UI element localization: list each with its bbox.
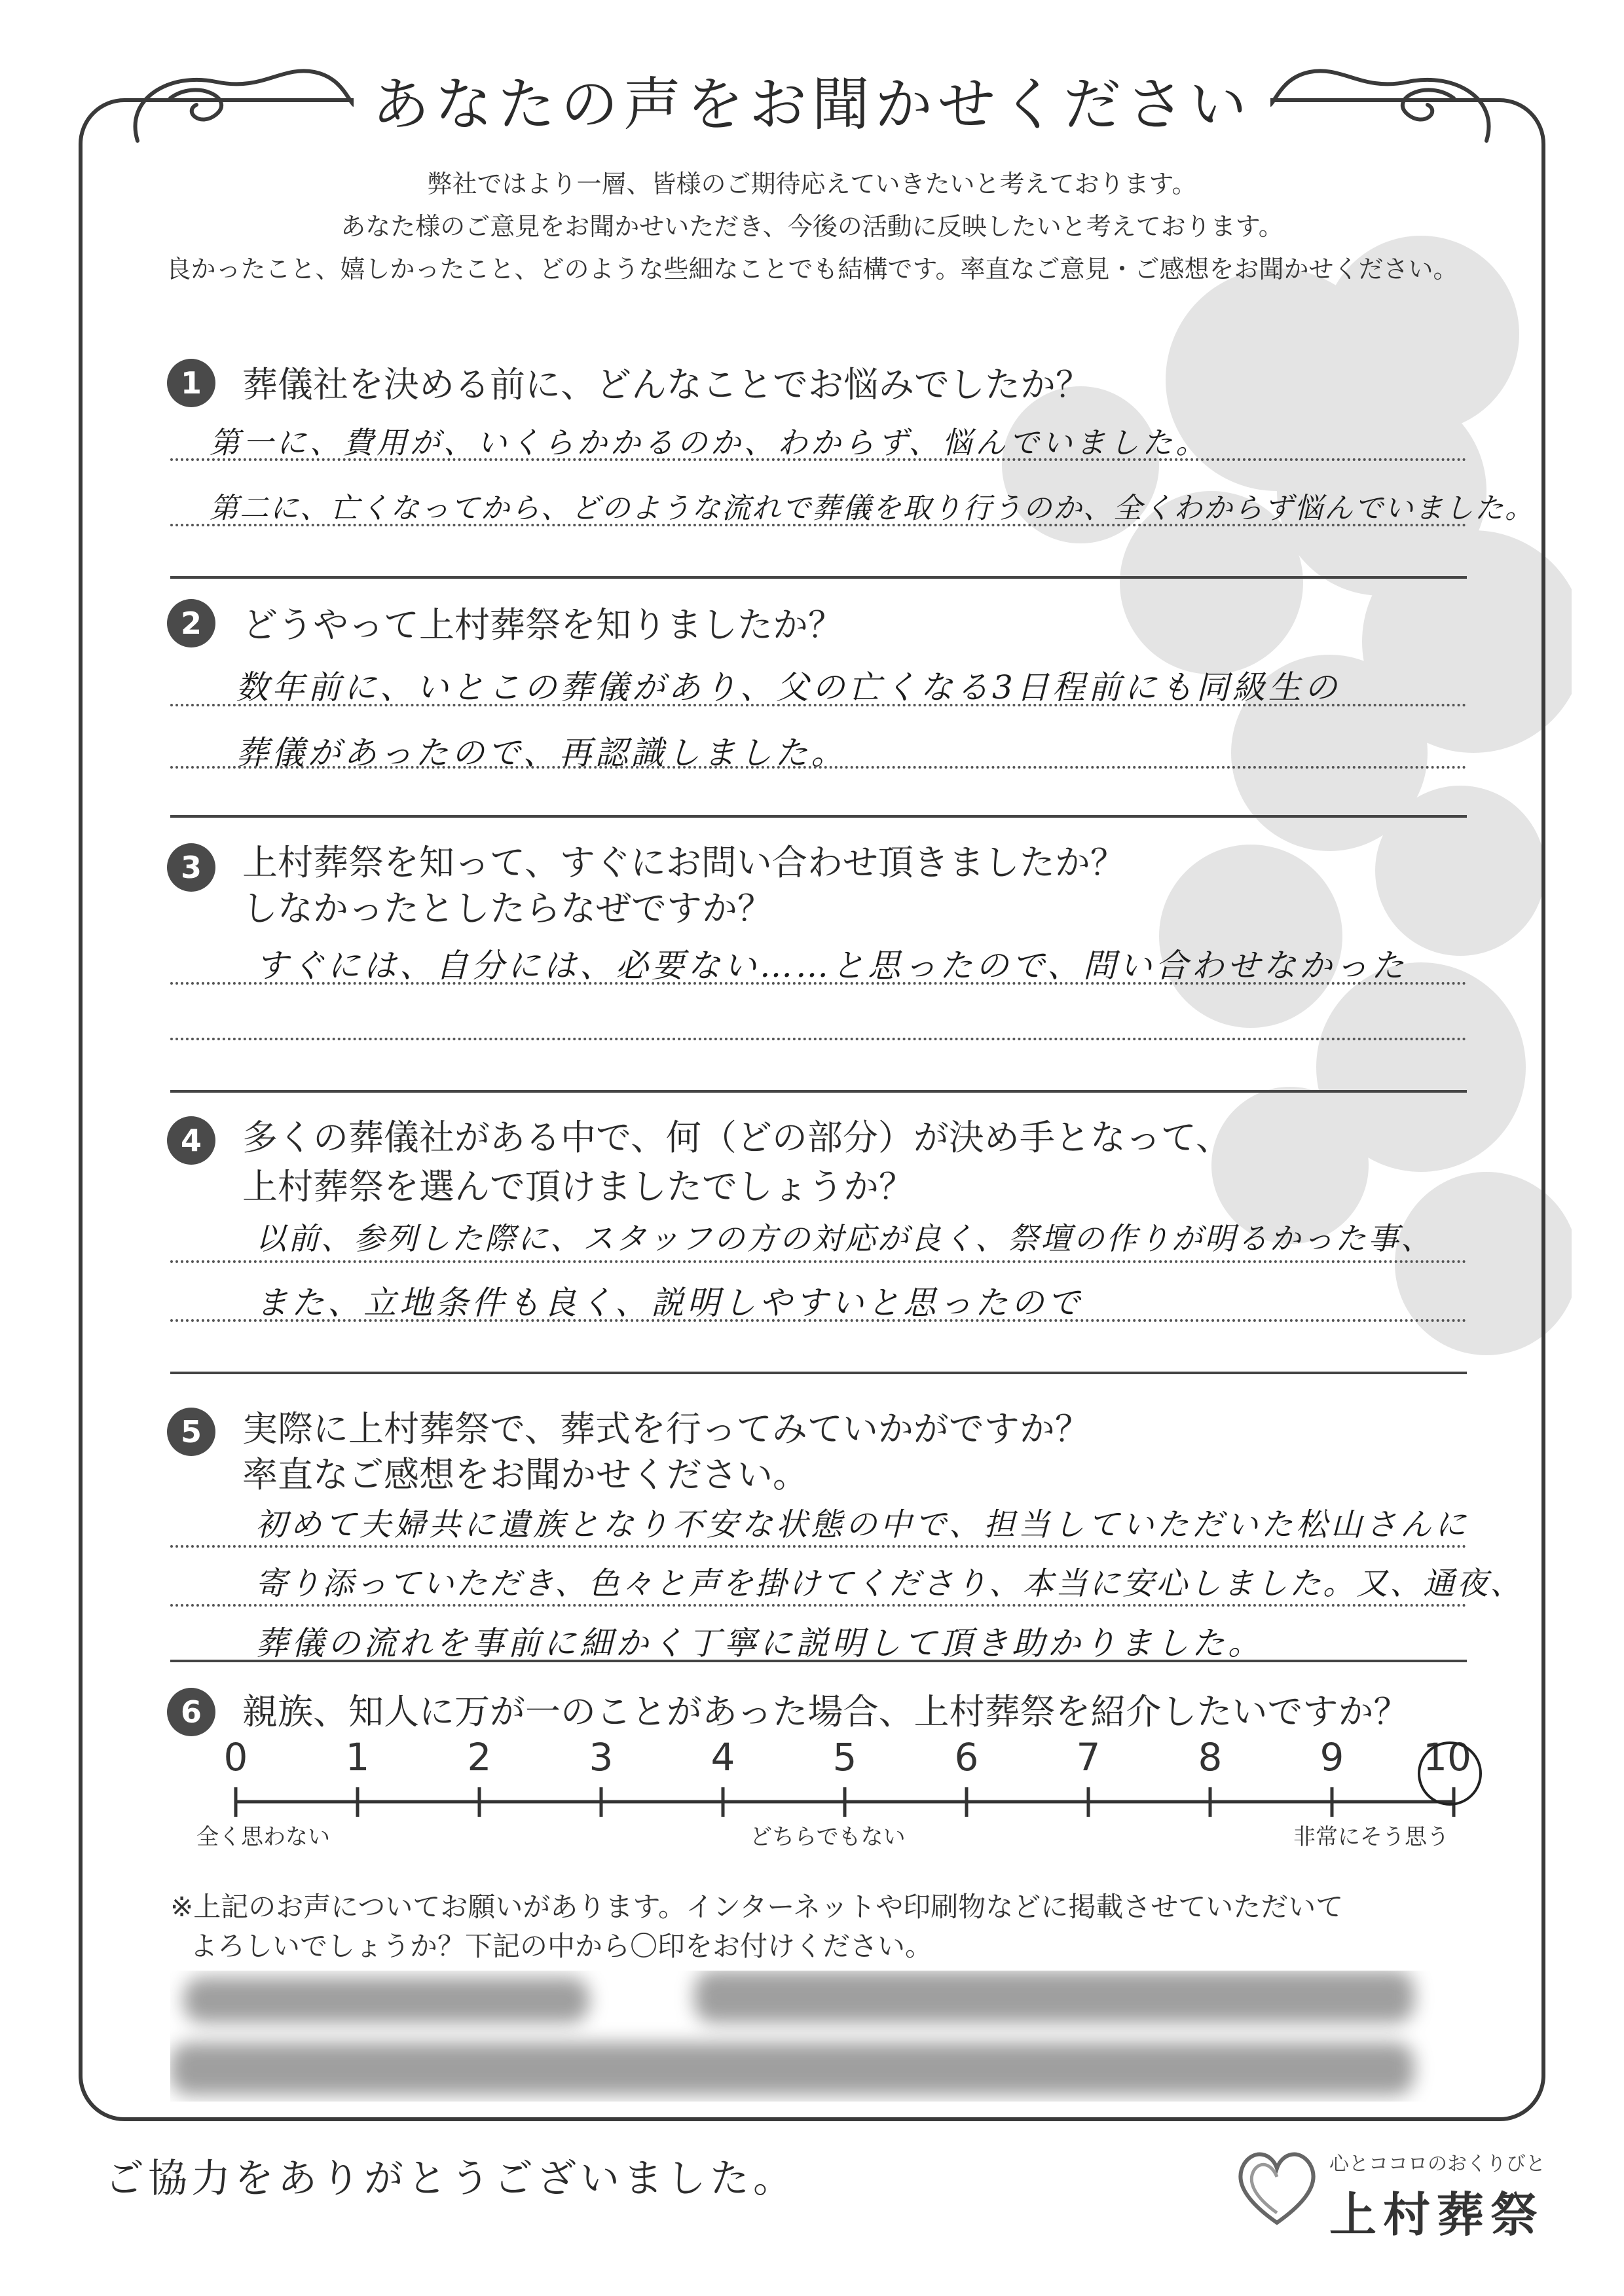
- question-number-4: 4: [167, 1116, 215, 1165]
- question-6-text: 親族、知人に万が一のことがあった場合、上村葬祭を紹介したいですか？: [242, 1691, 1409, 1732]
- scale-value: 6: [954, 1735, 979, 1779]
- question-2-text: どうやって上村葬祭を知りましたか？: [242, 604, 843, 646]
- answer-4-line-1: 以前、参列した際に、スタッフの方の対応が良く、祭壇の作りが明るかった事、: [255, 1221, 1434, 1257]
- scale-value: 8: [1198, 1735, 1223, 1779]
- answer-rule: [170, 524, 1467, 526]
- answer-rule: [170, 1038, 1467, 1040]
- answer-5-line-1: 初めて夫婦共に遺族となり不安な状態の中で、担当していただいた松山さんに: [255, 1506, 1470, 1543]
- question-3-text: 上村葬祭を知って、すぐにお問い合わせ頂きましたか？: [242, 842, 1126, 883]
- answer-rule: [170, 1604, 1467, 1607]
- section-divider: [170, 815, 1467, 818]
- scale-value: 2: [467, 1735, 492, 1779]
- scale-value: 7: [1076, 1735, 1101, 1779]
- intro-line: 良かったこと、嬉しかったこと、どのような些細なことでも結構です。率直なご意見・ご感想をお聞かせください。: [166, 255, 1458, 283]
- answer-rule: [170, 1319, 1467, 1322]
- logo-company-name: 上村葬祭: [1329, 2187, 1545, 2242]
- selected-rating-circle: [1418, 1741, 1482, 1806]
- answer-rule: [170, 1260, 1467, 1263]
- answer-rule: [170, 458, 1467, 461]
- logo-tagline: 心とココロのおくりびと: [1329, 2153, 1545, 2176]
- scale-value: 9: [1320, 1735, 1344, 1779]
- section-divider: [170, 1372, 1467, 1374]
- answer-3-line-1: すぐには、自分には、必要ない……と思ったので、問い合わせなかった: [255, 947, 1407, 985]
- answer-4-line-2: また、立地条件も良く、説明しやすいと思ったので: [255, 1284, 1083, 1322]
- question-number-6: 6: [167, 1688, 215, 1736]
- intro-line: 弊社ではより一層、皆様のご期待応えていきたいと考えております。: [427, 170, 1197, 198]
- scale-value: 3: [589, 1735, 614, 1779]
- answer-2-line-1: 数年前に、いとこの葬儀があり、父の亡くなる3日程前にも同級生の: [236, 668, 1340, 706]
- scale-value: 4: [710, 1735, 735, 1779]
- question-4-text: 上村葬祭を選んで頂けましたでしょうか？: [242, 1166, 914, 1207]
- scale-label-high: 非常にそう思う: [1293, 1824, 1449, 1850]
- question-4-text: 多くの葬儀社がある中で、何（どの部分）が決め手となって、: [242, 1117, 1231, 1158]
- scale-label-mid: どちらでもない: [750, 1824, 906, 1850]
- heart-logo-icon: [1231, 2141, 1323, 2232]
- answer-rule: [170, 982, 1467, 985]
- question-number-2: 2: [167, 599, 215, 647]
- consent-note: よろしいでしょうか？下記の中から〇印をお付けください。: [190, 1930, 933, 1962]
- question-number-3: 3: [167, 843, 215, 892]
- scale-value: 0: [223, 1735, 248, 1779]
- scale-value: 10: [1423, 1735, 1471, 1779]
- answer-1-line-2: 第二に、亡くなってから、どのような流れで葬儀を取り行うのか、全くわからず悩んでいました。: [210, 492, 1535, 525]
- intro-line: あなた様のご意見をお聞かせいただき、今後の活動に反映したいと考えております。: [341, 212, 1283, 241]
- scale-label-low: 全く思わない: [196, 1824, 330, 1850]
- answer-2-line-2: 葬儀があったので、再認識しました。: [236, 734, 847, 772]
- scale-value: 1: [345, 1735, 370, 1779]
- section-divider: [170, 1660, 1467, 1662]
- thanks-message: ご協力をありがとうございました。: [105, 2156, 796, 2202]
- answer-5-line-3: 葬儀の流れを事前に細かく丁寧に説明して頂き助かりました。: [255, 1624, 1264, 1662]
- scale-value: 5: [832, 1735, 857, 1779]
- answer-rule: [170, 766, 1467, 769]
- question-number-1: 1: [167, 359, 215, 407]
- question-5-text: 率直なご感想をお聞かせください。: [242, 1454, 808, 1495]
- redacted-options: [170, 1971, 1467, 2102]
- question-5-text: 実際に上村葬祭で、葬式を行ってみていかがですか？: [242, 1408, 1090, 1449]
- section-divider: [170, 1090, 1467, 1093]
- question-1-text: 葬儀社を決める前に、どんなことでお悩みでしたか？: [242, 364, 1091, 405]
- consent-note: ※上記のお声についてお願いがあります。インターネットや印刷物などに掲載させていただいて: [170, 1891, 1344, 1923]
- section-divider: [170, 576, 1467, 579]
- question-number-5: 5: [167, 1408, 215, 1456]
- answer-1-line-1: 第一に、費用が、いくらかかるのか、わからず、悩んでいました。: [210, 425, 1209, 460]
- answer-5-line-2: 寄り添っていただき、色々と声を掛けてくださり、本当に安心しました。又、通夜、: [255, 1565, 1524, 1602]
- question-3-text: しなかったとしたらなぜですか？: [242, 888, 773, 929]
- answer-rule: [170, 704, 1467, 706]
- answer-rule: [170, 1545, 1467, 1548]
- page-title: あなたの声をお聞かせください: [354, 62, 1270, 147]
